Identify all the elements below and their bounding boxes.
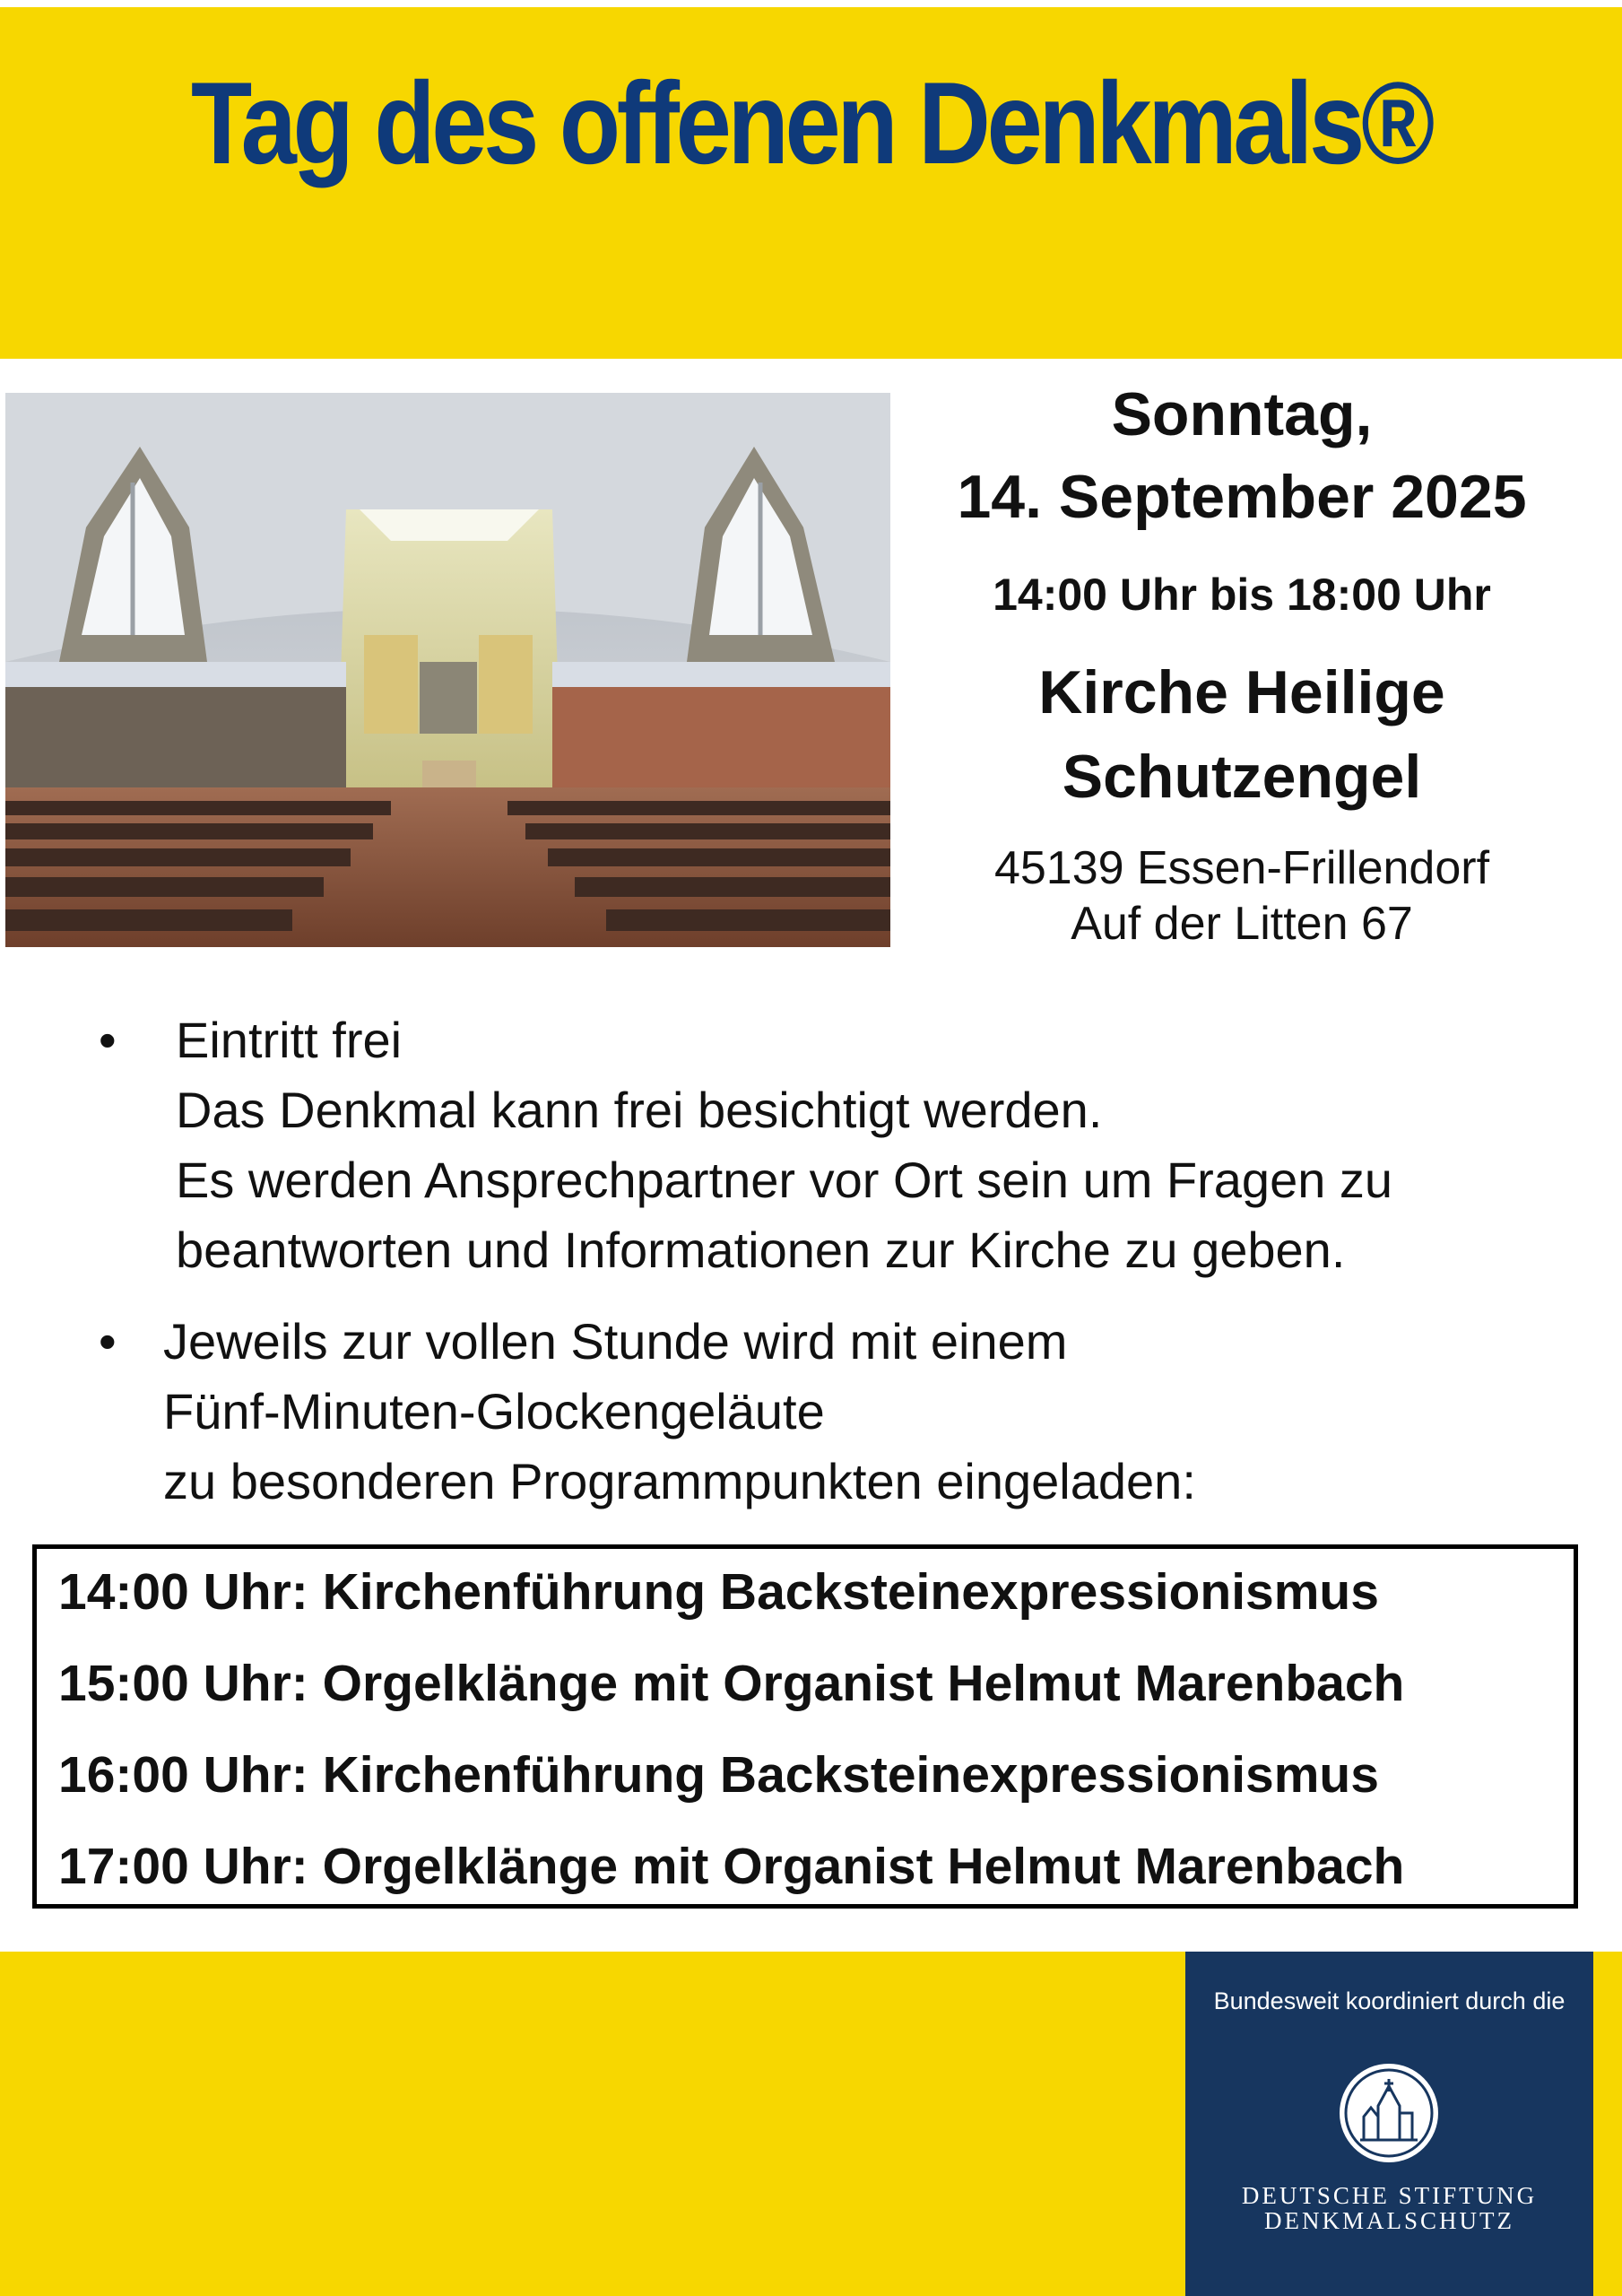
bullet-line: beantworten und Informationen zur Kirche zu geben. bbox=[176, 1222, 1346, 1278]
bullet-marker: • bbox=[99, 1012, 117, 1068]
bullet-line: Eintritt frei bbox=[176, 1012, 403, 1068]
event-day: Sonntag, bbox=[1111, 380, 1373, 448]
bullet-line: Jeweils zur vollen Stunde wird mit einem bbox=[163, 1313, 1068, 1370]
bullet-line: Es werden Ansprechpartner vor Ort sein um Fragen zu bbox=[176, 1152, 1393, 1208]
church-interior-photo bbox=[5, 393, 890, 947]
event-time: 14:00 Uhr bis 18:00 Uhr bbox=[993, 570, 1491, 620]
schedule-item: 16:00 Uhr: Kirchenführung Backsteinexpressionismus bbox=[58, 1746, 1379, 1804]
poster-title: Tag des offenen Denkmals® bbox=[190, 57, 1432, 188]
foundation-logo-box bbox=[1185, 1952, 1593, 2296]
coordination-note: Bundesweit koordiniert durch die bbox=[1213, 1987, 1566, 2014]
bullet-line: zu besonderen Programmpunkten eingeladen: bbox=[163, 1453, 1196, 1509]
bullet-line: Das Denkmal kann frei besichtigt werden. bbox=[176, 1082, 1103, 1138]
church-name-line1: Kirche Heilige bbox=[1038, 658, 1445, 726]
foundation-name-line1: DEUTSCHE STIFTUNG bbox=[1241, 2182, 1538, 2209]
bullet-marker: • bbox=[99, 1313, 117, 1370]
schedule-item: 15:00 Uhr: Orgelklänge mit Organist Helmut Marenbach bbox=[58, 1655, 1405, 1712]
address-line2: Auf der Litten 67 bbox=[1071, 898, 1413, 950]
foundation-name-line2: DENKMALSCHUTZ bbox=[1264, 2207, 1514, 2234]
bullet-line: Fünf-Minuten-Glockengeläute bbox=[163, 1383, 825, 1439]
church-seal-icon bbox=[1337, 2061, 1441, 2165]
address-line1: 45139 Essen-Frillendorf bbox=[993, 842, 1490, 894]
program-schedule-box bbox=[32, 1544, 1578, 1909]
schedule-item: 17:00 Uhr: Orgelklänge mit Organist Helmut Marenbach bbox=[58, 1838, 1405, 1895]
schedule-item: 14:00 Uhr: Kirchenführung Backsteinexpressionismus bbox=[58, 1563, 1379, 1621]
event-date: 14. September 2025 bbox=[957, 463, 1527, 531]
church-name-line2: Schutzengel bbox=[1062, 743, 1422, 811]
